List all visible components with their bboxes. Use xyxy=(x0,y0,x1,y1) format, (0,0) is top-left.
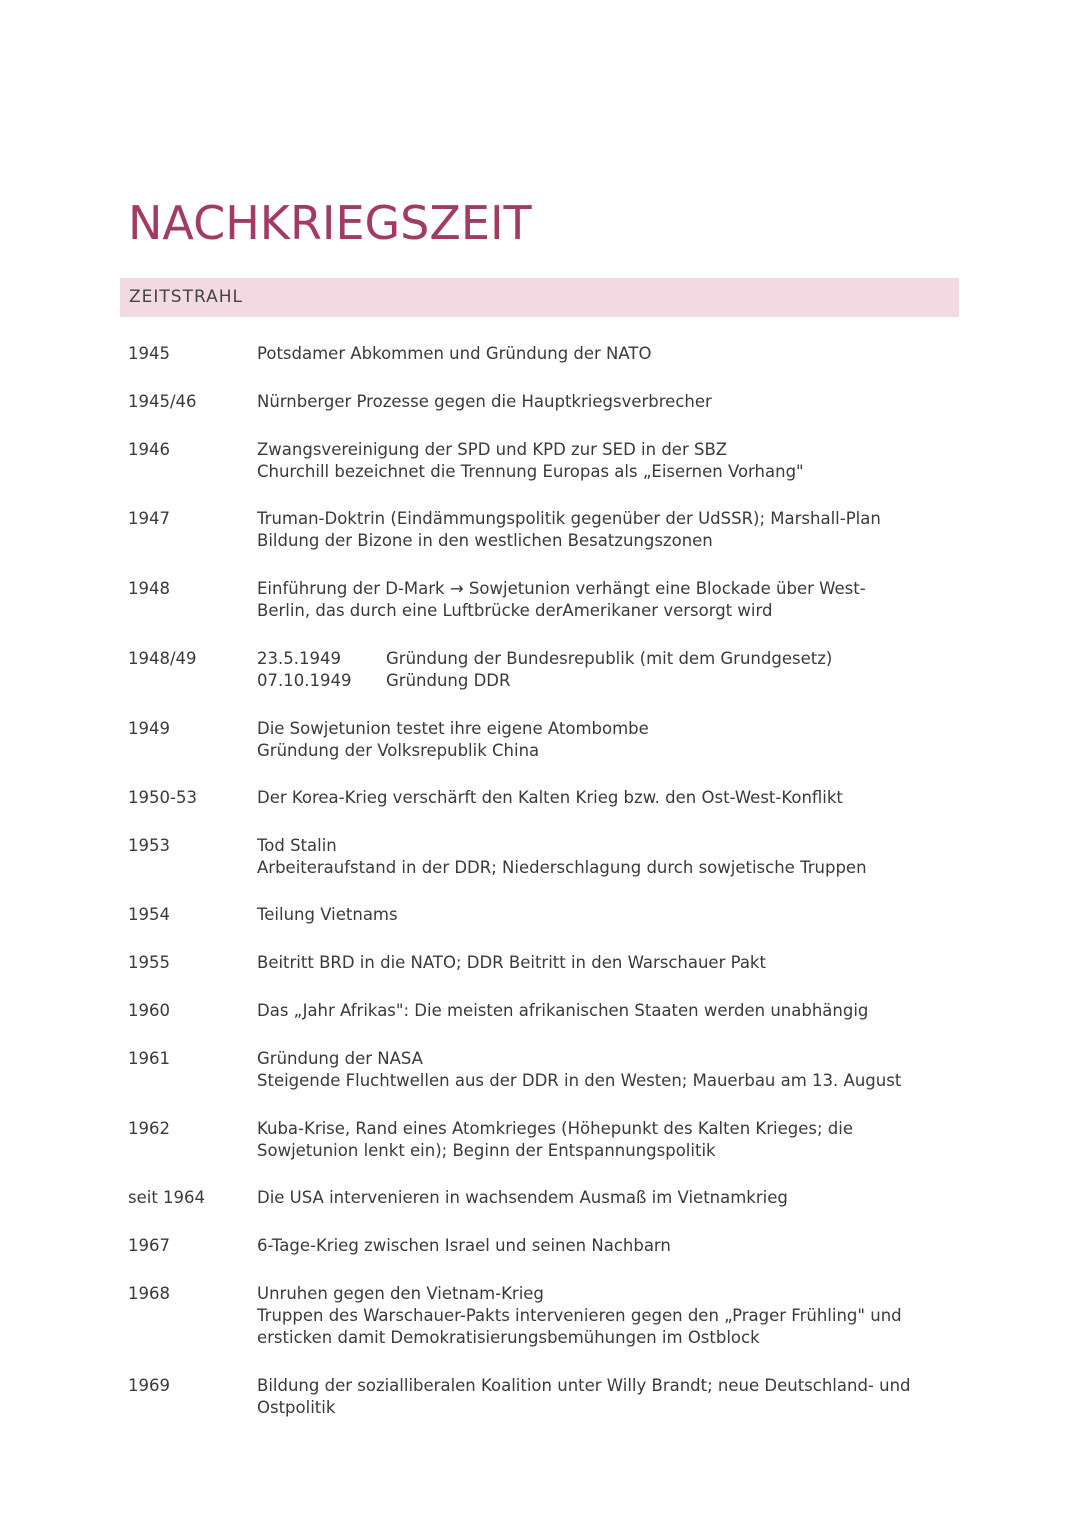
timeline-description xyxy=(257,787,947,809)
timeline-year: 1960 xyxy=(128,1001,170,1020)
timeline-description xyxy=(257,391,947,413)
timeline-description xyxy=(257,718,947,762)
timeline-description-line: Zwangsvereinigung der SPD und KPD zur SED in der SBZ xyxy=(257,440,728,459)
timeline-description-line: Der Korea-Krieg verschärft den Kalten Krieg bzw. den Ost-West-Konflikt xyxy=(257,788,843,807)
timeline-description xyxy=(257,1235,947,1257)
timeline-description xyxy=(257,952,947,974)
timeline-sub-text: Gründung der Bundesrepublik (mit dem Grundgesetz) xyxy=(386,649,833,668)
timeline-year: 1967 xyxy=(128,1236,170,1255)
timeline-description-line: Ostpolitik xyxy=(257,1398,336,1417)
timeline-description-line: Truman-Doktrin (Eindämmungspolitik gegenüber der UdSSR); Marshall-Plan xyxy=(257,509,881,528)
timeline-description-line: Gründung der NASA xyxy=(257,1049,423,1068)
timeline-sub-date: 07.10.1949 xyxy=(257,671,352,690)
timeline-sub-event xyxy=(257,670,947,692)
timeline-description-line: Tod Stalin xyxy=(257,836,337,855)
timeline-description-line: Das „Jahr Afrikas": Die meisten afrikanischen Staaten werden unabhängig xyxy=(257,1001,869,1020)
timeline-description xyxy=(257,904,947,926)
timeline-description xyxy=(257,1000,947,1022)
timeline-description xyxy=(257,1283,947,1349)
timeline-description-line: Unruhen gegen den Vietnam-Krieg xyxy=(257,1284,544,1303)
timeline-year: 1950-53 xyxy=(128,788,197,807)
timeline-sub-text: Gründung DDR xyxy=(386,671,511,690)
timeline-year: 1949 xyxy=(128,719,170,738)
timeline-description xyxy=(257,1375,947,1419)
timeline-year: 1947 xyxy=(128,509,170,528)
timeline-description-line: Beitritt BRD in die NATO; DDR Beitritt in den Warschauer Pakt xyxy=(257,953,766,972)
timeline-description xyxy=(257,508,947,552)
section-header-bar xyxy=(120,278,959,317)
timeline-year: 1945 xyxy=(128,344,170,363)
timeline-description xyxy=(257,578,947,622)
timeline-description-line: Kuba-Krise, Rand eines Atomkrieges (Höhepunkt des Kalten Krieges; die xyxy=(257,1119,853,1138)
timeline-description-line: Gründung der Volksrepublik China xyxy=(257,741,540,760)
timeline-description-line: Einführung der D-Mark → Sowjetunion verhängt eine Blockade über West- xyxy=(257,579,866,598)
timeline-year: 1945/46 xyxy=(128,392,197,411)
timeline-year: seit 1964 xyxy=(128,1188,206,1207)
timeline-description-line: Die Sowjetunion testet ihre eigene Atombombe xyxy=(257,719,649,738)
timeline-sub-event xyxy=(257,648,947,670)
timeline-description xyxy=(257,835,947,879)
timeline-description-line: Steigende Fluchtwellen aus der DDR in den Westen; Mauerbau am 13. August xyxy=(257,1071,902,1090)
timeline-year: 1948/49 xyxy=(128,649,197,668)
timeline-year: 1953 xyxy=(128,836,170,855)
timeline-description-line: Nürnberger Prozesse gegen die Hauptkriegsverbrecher xyxy=(257,392,712,411)
timeline-description xyxy=(257,439,947,483)
timeline-year: 1946 xyxy=(128,440,170,459)
timeline-description xyxy=(257,1118,947,1162)
timeline-description-line: Bildung der sozialliberalen Koalition unter Willy Brandt; neue Deutschland- und xyxy=(257,1376,911,1395)
timeline-description-line: Die USA intervenieren in wachsendem Ausmaß im Vietnamkrieg xyxy=(257,1188,788,1207)
page-title: NACHKRIEGSZEIT xyxy=(128,196,532,250)
timeline-description-line: Truppen des Warschauer-Pakts intervenieren gegen den „Prager Frühling" und xyxy=(257,1306,902,1325)
timeline-description xyxy=(257,1187,947,1209)
timeline-description-line: Sowjetunion lenkt ein); Beginn der Entspannungspolitik xyxy=(257,1141,716,1160)
timeline-description xyxy=(257,648,947,692)
timeline-description-line: Churchill bezeichnet die Trennung Europas als „Eisernen Vorhang" xyxy=(257,462,804,481)
timeline-description-line: 6-Tage-Krieg zwischen Israel und seinen Nachbarn xyxy=(257,1236,671,1255)
timeline-description xyxy=(257,343,947,365)
timeline-description-line: Berlin, das durch eine Luftbrücke derAmerikaner versorgt wird xyxy=(257,601,773,620)
timeline-description xyxy=(257,1048,947,1092)
section-label: ZEITSTRAHL xyxy=(129,287,243,307)
timeline-description-line: Potsdamer Abkommen und Gründung der NATO xyxy=(257,344,652,363)
timeline-description-line: Bildung der Bizone in den westlichen Besatzungszonen xyxy=(257,531,713,550)
timeline-year: 1962 xyxy=(128,1119,170,1138)
timeline-year: 1948 xyxy=(128,579,170,598)
timeline-description-line: Arbeiteraufstand in der DDR; Niederschlagung durch sowjetische Truppen xyxy=(257,858,867,877)
timeline-sub-date: 23.5.1949 xyxy=(257,649,341,668)
timeline-year: 1955 xyxy=(128,953,170,972)
timeline-year: 1961 xyxy=(128,1049,170,1068)
timeline-year: 1954 xyxy=(128,905,170,924)
timeline-description-line: Teilung Vietnams xyxy=(257,905,398,924)
timeline-year: 1968 xyxy=(128,1284,170,1303)
timeline-description-line: ersticken damit Demokratisierungsbemühungen im Ostblock xyxy=(257,1328,760,1347)
timeline-year: 1969 xyxy=(128,1376,170,1395)
